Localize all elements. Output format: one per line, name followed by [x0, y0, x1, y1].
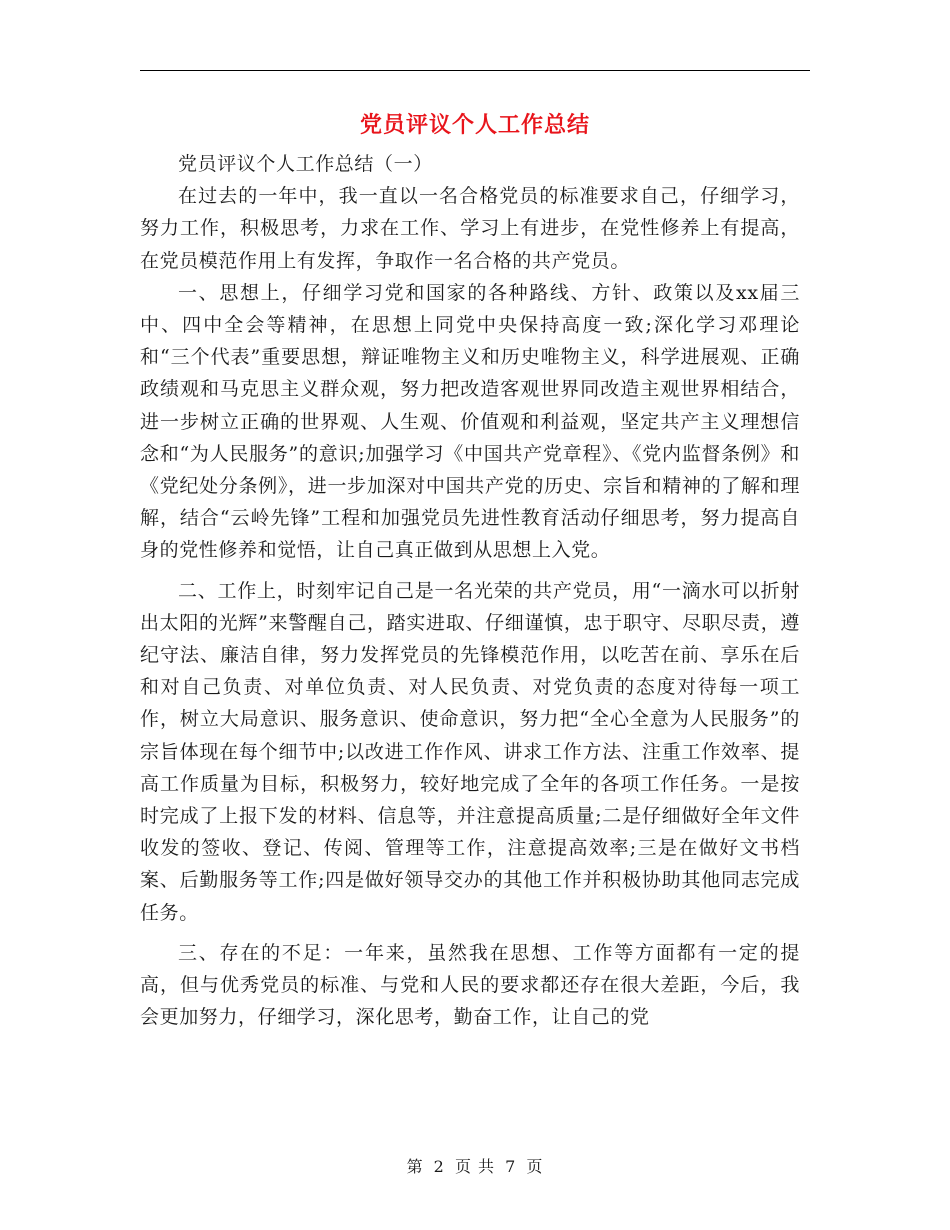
paragraph-shortcomings: 三、存在的不足：一年来，虽然我在思想、工作等方面都有一定的提高，但与优秀党员的标准、与党和人民的要求都还存在很大差距，今后，我会更加努力，仔细学习，深化思考，勤奋工作，让自己的党 — [140, 941, 800, 1029]
footer-suffix: 页 — [526, 1157, 544, 1176]
page-footer — [0, 1154, 950, 1177]
document-body — [140, 148, 800, 1033]
section-heading: 党员评议个人工作总结（一） — [178, 153, 433, 175]
header-rule — [140, 70, 810, 71]
footer-middle: 页 共 — [454, 1157, 496, 1176]
paragraph-intro: 在过去的一年中，我一直以一名合格党员的标准要求自己，仔细学习，努力工作，积极思考，力求在工作、学习上有进步，在党性修养上有提高，在党员模范作用上有发挥，争取作一名合格的共产党员。 — [140, 185, 800, 272]
paragraph-ideology: 一、思想上，仔细学习党和国家的各种路线、方针、政策以及xx届三中、四中全会等精神，在思想上同党中央保持高度一致;深化学习邓理论和“三个代表”重要思想，辩证唯物主义和历史唯物主义，科学进展观、正确政绩观和马克思主义群众观，努力把改造客观世界同改造主观世界相结合，进一步树立正确的世界观、人生观、价值观和利益观，坚定共产主义理想信念和“为人民服务”的意识;加强学习《中国共产党章程》、《党内监督条例》和《党纪处分条例》，进一步加深对中国共产党的历史、宗旨和精神的了解和理解，结合“云岭先锋”工程和加强党员先进性教育活动仔细思考，努力提高自身的党性修养和觉悟，让自己真正做到从思想上入党。 — [140, 281, 800, 562]
document-title: 党员评议个人工作总结 — [359, 112, 590, 138]
footer-prefix: 第 — [406, 1157, 424, 1176]
footer-current-page: 2 — [433, 1157, 445, 1176]
paragraph-work: 二、工作上，时刻牢记自己是一名光荣的共产党员，用“一滴水可以折射出太阳的光辉”来警醒自己，踏实进取、仔细谨慎，忠于职守、尽职尽责，遵纪守法、廉洁自律，努力发挥党员的先锋模范作用，以吃苦在前、享乐在后和对自己负责、对单位负责、对人民负责、对党负责的态度对待每一项工作，树立大局意识、服务意识、使命意识，努力把“全心全意为人民服务”的宗旨体现在每个细节中;以改进工作作风、讲求工作方法、注重工作效率、提高工作质量为目标，积极努力，较好地完成了全年的各项工作任务。一是按时完成了上报下发的材料、信息等，并注意提高质量;二是仔细做好全年文件收发的签收、登记、传阅、管理等工作，注意提高效率;三是在做好文书档案、后勤服务等工作;四是做好领导交办的其他工作并积极协助其他同志完成任务。 — [140, 579, 800, 924]
footer-total-pages: 7 — [505, 1157, 517, 1176]
